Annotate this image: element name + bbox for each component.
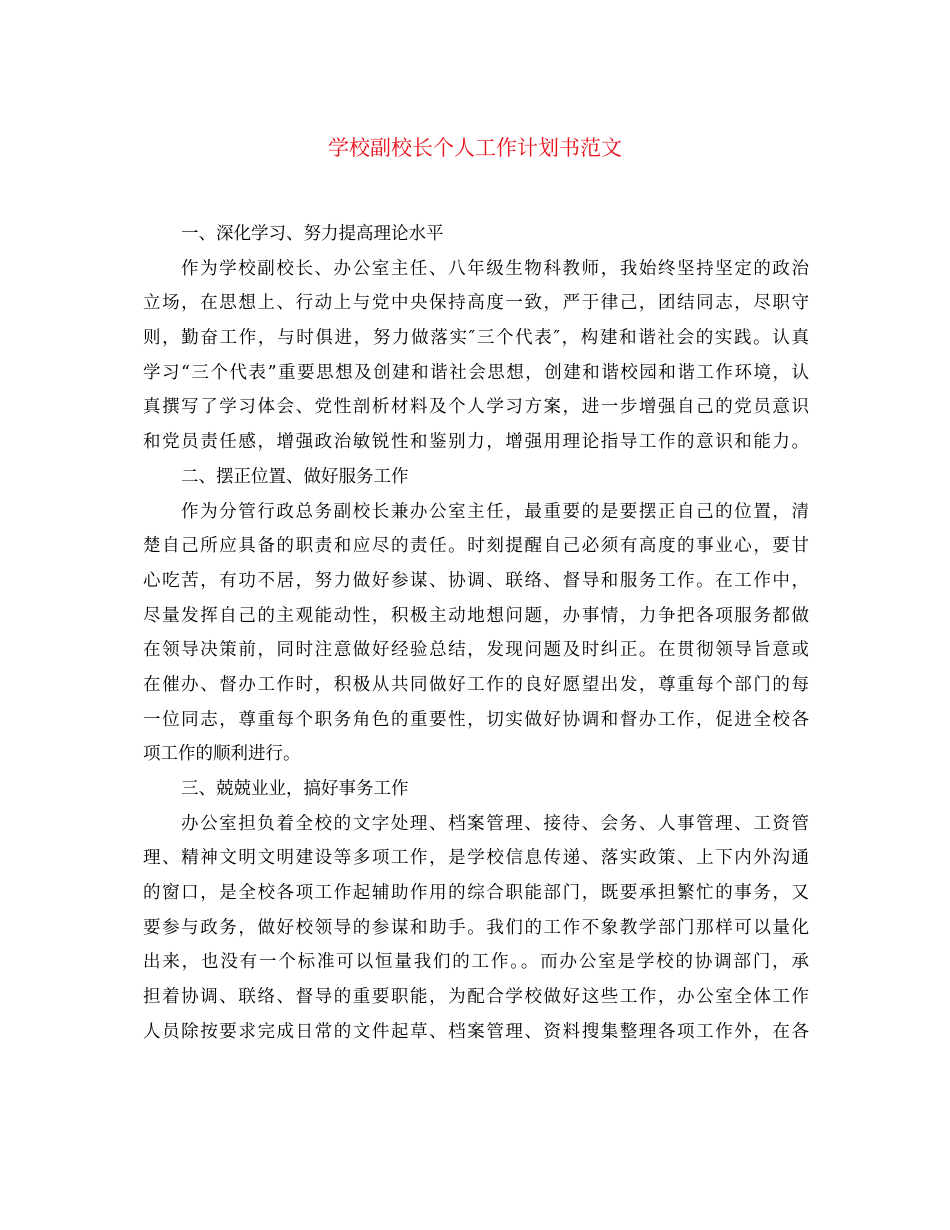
- section-heading: 一、深化学习、努力提高理论水平: [181, 224, 444, 244]
- paragraph-line: 担着协调、联络、督导的重要职能，为配合学校做好这些工作，办公室全体工作: [143, 987, 809, 1008]
- paragraph-line: 立场，在思想上、行动上与党中央保持高度一致，严于律己，团结同志，尽职守: [143, 293, 809, 314]
- section-heading: 三、兢兢业业，搞好事务工作: [181, 779, 409, 799]
- paragraph-line: 项工作的顺利进行。: [143, 744, 301, 765]
- paragraph-line: 要参与政务，做好校领导的参谋和助手。我们的工作不象教学部门那样可以量化: [143, 917, 809, 938]
- paragraph-line: 楚自己所应具备的职责和应尽的责任。时刻提醒自己必须有高度的事业心，要甘: [143, 536, 809, 557]
- paragraph-line: 人员除按要求完成日常的文件起草、档案管理、资料搜集整理各项工作外，在各: [143, 1021, 809, 1042]
- paragraph-line: 办公室担负着全校的文字处理、档案管理、接待、会务、人事管理、工资管: [181, 813, 809, 834]
- paragraph-line: 的窗口，是全校各项工作起辅助作用的综合职能部门，既要承担繁忙的事务，又: [143, 883, 809, 904]
- paragraph-line: 作为分管行政总务副校长兼办公室主任，最重要的是要摆正自己的位置，清: [181, 501, 809, 522]
- paragraph-line: 和党员责任感，增强政治敏锐性和鉴别力，增强用理论指导工作的意识和能力。: [143, 432, 809, 453]
- document-body: [143, 217, 809, 1050]
- paragraph-line: 在领导决策前，同时注意做好经验总结，发现问题及时纠正。在贯彻领导旨意或: [143, 640, 809, 661]
- paragraph-line: 心吃苦，有功不居，努力做好参谋、协调、联络、督导和服务工作。在工作中，: [143, 570, 809, 591]
- paragraph-line: 出来，也没有一个标准可以恒量我们的工作。。而办公室是学校的协调部门，承: [143, 952, 809, 973]
- paragraph-line: 作为学校副校长、办公室主任、八年级生物科教师，我始终坚持坚定的政治: [181, 258, 809, 279]
- paragraph-line: 一位同志，尊重每个职务角色的重要性，切实做好协调和督办工作，促进全校各: [143, 709, 809, 730]
- paragraph-line: 在催办、督办工作时，积极从共同做好工作的良好愿望出发，尊重每个部门的每: [143, 674, 809, 695]
- document-title: 学校副校长个人工作计划书范文: [328, 136, 622, 160]
- paragraph-line: 学习“三个代表”重要思想及创建和谐社会思想，创建和谐校园和谐工作环境，认: [143, 362, 809, 383]
- paragraph-line: 真撰写了学习体会、党性剖析材料及个人学习方案，进一步增强自己的党员意识: [143, 397, 809, 418]
- paragraph-line: 则，勤奋工作，与时俱进，努力做落实″三个代表″，构建和谐社会的实践。认真: [143, 328, 809, 349]
- paragraph-line: 理、精神文明文明建设等多项工作，是学校信息传递、落实政策、上下内外沟通: [143, 848, 809, 869]
- paragraph-line: 尽量发挥自己的主观能动性，积极主动地想问题，办事情，力争把各项服务都做: [143, 605, 809, 626]
- section-heading: 二、摆正位置、做好服务工作: [181, 466, 409, 487]
